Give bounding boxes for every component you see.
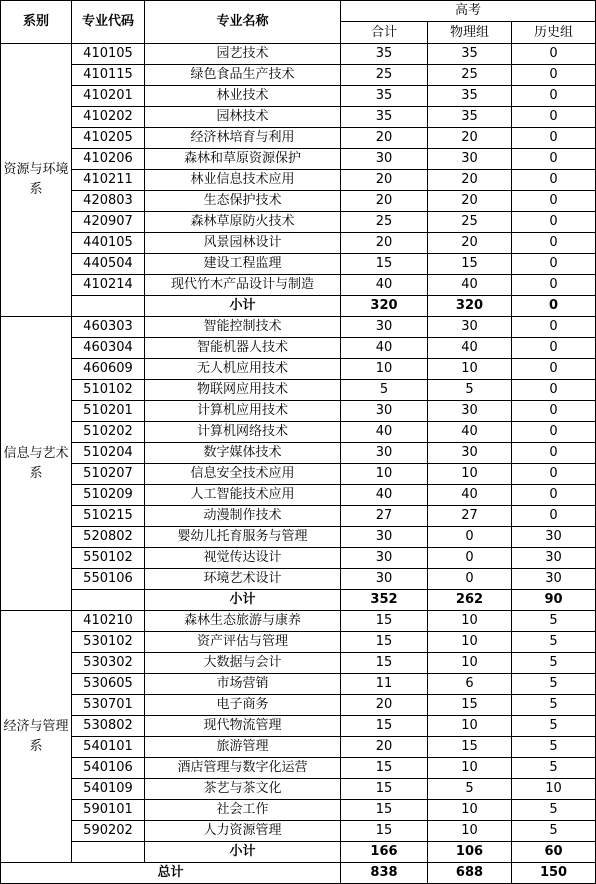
subtotal-code-empty	[72, 296, 145, 317]
cell-code: 510207	[72, 464, 145, 485]
cell-code: 410202	[72, 107, 145, 128]
cell-code: 550106	[72, 569, 145, 590]
cell-name: 大数据与会计	[145, 653, 341, 674]
subtotal-label: 小计	[145, 296, 341, 317]
table-row	[1, 65, 596, 86]
cell-history: 0	[512, 443, 596, 464]
table-row	[1, 569, 596, 590]
table-row	[1, 338, 596, 359]
cell-total: 15	[341, 800, 428, 821]
subtotal-physics: 262	[428, 590, 512, 611]
cell-history: 0	[512, 86, 596, 107]
cell-code: 590101	[72, 800, 145, 821]
subtotal-row	[1, 842, 596, 863]
cell-physics: 30	[428, 443, 512, 464]
header-dept: 系别	[1, 1, 72, 44]
cell-name: 园林技术	[145, 107, 341, 128]
subtotal-total: 166	[341, 842, 428, 863]
cell-name: 生态保护技术	[145, 191, 341, 212]
table-row	[1, 380, 596, 401]
cell-history: 0	[512, 107, 596, 128]
cell-physics: 10	[428, 632, 512, 653]
cell-total: 30	[341, 569, 428, 590]
grand-total-label: 总计	[1, 863, 341, 884]
cell-history: 5	[512, 632, 596, 653]
cell-total: 15	[341, 653, 428, 674]
cell-physics: 35	[428, 44, 512, 65]
cell-code: 530302	[72, 653, 145, 674]
cell-name: 旅游管理	[145, 737, 341, 758]
cell-physics: 25	[428, 65, 512, 86]
subtotal-history: 0	[512, 296, 596, 317]
cell-name: 计算机网络技术	[145, 422, 341, 443]
cell-code: 590202	[72, 821, 145, 842]
table-row	[1, 527, 596, 548]
cell-total: 20	[341, 695, 428, 716]
cell-name: 资产评估与管理	[145, 632, 341, 653]
cell-total: 20	[341, 737, 428, 758]
cell-total: 15	[341, 632, 428, 653]
table-row	[1, 233, 596, 254]
cell-history: 0	[512, 506, 596, 527]
cell-history: 5	[512, 821, 596, 842]
table-row	[1, 674, 596, 695]
cell-history: 30	[512, 527, 596, 548]
cell-total: 35	[341, 44, 428, 65]
cell-physics: 5	[428, 380, 512, 401]
cell-history: 5	[512, 800, 596, 821]
cell-history: 0	[512, 317, 596, 338]
cell-name: 经济林培育与利用	[145, 128, 341, 149]
cell-name: 建设工程监理	[145, 254, 341, 275]
dept-name: 信息与艺术系	[1, 317, 72, 611]
cell-physics: 10	[428, 611, 512, 632]
header-name: 专业名称	[145, 1, 341, 44]
cell-name: 视觉传达设计	[145, 548, 341, 569]
cell-physics: 30	[428, 149, 512, 170]
subtotal-code-empty	[72, 842, 145, 863]
table-row	[1, 128, 596, 149]
cell-code: 440504	[72, 254, 145, 275]
cell-history: 30	[512, 548, 596, 569]
cell-history: 0	[512, 65, 596, 86]
cell-name: 林业信息技术应用	[145, 170, 341, 191]
cell-total: 5	[341, 380, 428, 401]
cell-physics: 10	[428, 821, 512, 842]
cell-history: 0	[512, 275, 596, 296]
table-row	[1, 716, 596, 737]
cell-total: 40	[341, 275, 428, 296]
cell-name: 数字媒体技术	[145, 443, 341, 464]
cell-code: 410214	[72, 275, 145, 296]
cell-total: 35	[341, 86, 428, 107]
cell-total: 40	[341, 338, 428, 359]
cell-name: 社会工作	[145, 800, 341, 821]
table-row	[1, 632, 596, 653]
cell-physics: 10	[428, 464, 512, 485]
cell-code: 530701	[72, 695, 145, 716]
cell-name: 森林草原防火技术	[145, 212, 341, 233]
cell-name: 森林和草原资源保护	[145, 149, 341, 170]
header-gaokao: 高考	[341, 1, 596, 22]
cell-name: 绿色食品生产技术	[145, 65, 341, 86]
cell-physics: 10	[428, 359, 512, 380]
cell-total: 15	[341, 254, 428, 275]
cell-code: 510215	[72, 506, 145, 527]
cell-history: 5	[512, 737, 596, 758]
table-row	[1, 653, 596, 674]
cell-name: 现代物流管理	[145, 716, 341, 737]
cell-total: 30	[341, 443, 428, 464]
cell-name: 智能机器人技术	[145, 338, 341, 359]
cell-name: 林业技术	[145, 86, 341, 107]
cell-physics: 0	[428, 569, 512, 590]
header-history: 历史组	[512, 22, 596, 44]
table-row	[1, 275, 596, 296]
cell-history: 10	[512, 779, 596, 800]
cell-code: 440105	[72, 233, 145, 254]
cell-name: 电子商务	[145, 695, 341, 716]
cell-code: 410206	[72, 149, 145, 170]
header-code: 专业代码	[72, 1, 145, 44]
cell-name: 茶艺与茶文化	[145, 779, 341, 800]
cell-physics: 6	[428, 674, 512, 695]
cell-total: 15	[341, 716, 428, 737]
cell-history: 0	[512, 128, 596, 149]
cell-total: 10	[341, 464, 428, 485]
subtotal-history: 60	[512, 842, 596, 863]
cell-total: 30	[341, 317, 428, 338]
subtotal-physics: 320	[428, 296, 512, 317]
cell-physics: 15	[428, 254, 512, 275]
table-row	[1, 401, 596, 422]
cell-total: 40	[341, 485, 428, 506]
cell-code: 530802	[72, 716, 145, 737]
cell-history: 0	[512, 44, 596, 65]
cell-name: 婴幼儿托育服务与管理	[145, 527, 341, 548]
cell-physics: 15	[428, 695, 512, 716]
cell-history: 0	[512, 401, 596, 422]
table-row	[1, 611, 596, 632]
cell-history: 0	[512, 212, 596, 233]
table-row	[1, 443, 596, 464]
cell-physics: 10	[428, 716, 512, 737]
cell-physics: 25	[428, 212, 512, 233]
cell-name: 计算机应用技术	[145, 401, 341, 422]
cell-code: 410115	[72, 65, 145, 86]
cell-name: 物联网应用技术	[145, 380, 341, 401]
dept-name: 资源与环境系	[1, 44, 72, 317]
table-row	[1, 695, 596, 716]
cell-total: 40	[341, 422, 428, 443]
table-row	[1, 359, 596, 380]
grand-total-total: 838	[341, 863, 428, 884]
cell-code: 420803	[72, 191, 145, 212]
cell-code: 540106	[72, 758, 145, 779]
cell-code: 530605	[72, 674, 145, 695]
cell-history: 5	[512, 674, 596, 695]
table-row	[1, 758, 596, 779]
subtotal-row	[1, 590, 596, 611]
cell-physics: 30	[428, 401, 512, 422]
cell-physics: 35	[428, 107, 512, 128]
cell-physics: 40	[428, 422, 512, 443]
table-body	[1, 44, 596, 884]
cell-physics: 30	[428, 317, 512, 338]
cell-name: 无人机应用技术	[145, 359, 341, 380]
cell-code: 410211	[72, 170, 145, 191]
cell-total: 25	[341, 65, 428, 86]
cell-code: 510204	[72, 443, 145, 464]
cell-physics: 40	[428, 275, 512, 296]
cell-total: 20	[341, 170, 428, 191]
cell-history: 5	[512, 758, 596, 779]
cell-history: 0	[512, 422, 596, 443]
cell-history: 5	[512, 716, 596, 737]
cell-history: 0	[512, 338, 596, 359]
cell-physics: 20	[428, 128, 512, 149]
cell-history: 0	[512, 149, 596, 170]
cell-history: 0	[512, 359, 596, 380]
cell-total: 10	[341, 359, 428, 380]
cell-physics: 10	[428, 653, 512, 674]
cell-physics: 20	[428, 170, 512, 191]
grand-total-physics: 688	[428, 863, 512, 884]
cell-total: 15	[341, 758, 428, 779]
table-row	[1, 191, 596, 212]
cell-total: 30	[341, 149, 428, 170]
cell-code: 420907	[72, 212, 145, 233]
cell-code: 540109	[72, 779, 145, 800]
cell-total: 27	[341, 506, 428, 527]
cell-physics: 40	[428, 485, 512, 506]
cell-history: 0	[512, 233, 596, 254]
cell-history: 0	[512, 464, 596, 485]
header-total: 合计	[341, 22, 428, 44]
cell-name: 人力资源管理	[145, 821, 341, 842]
cell-total: 15	[341, 779, 428, 800]
cell-code: 410205	[72, 128, 145, 149]
cell-physics: 40	[428, 338, 512, 359]
cell-name: 人工智能技术应用	[145, 485, 341, 506]
cell-code: 550102	[72, 548, 145, 569]
subtotal-row	[1, 296, 596, 317]
cell-name: 现代竹木产品设计与制造	[145, 275, 341, 296]
cell-history: 0	[512, 485, 596, 506]
cell-total: 15	[341, 821, 428, 842]
cell-total: 11	[341, 674, 428, 695]
dept-name: 经济与管理系	[1, 611, 72, 863]
cell-name: 动漫制作技术	[145, 506, 341, 527]
cell-code: 410210	[72, 611, 145, 632]
cell-name: 市场营销	[145, 674, 341, 695]
table-row	[1, 485, 596, 506]
cell-physics: 0	[428, 548, 512, 569]
table-row	[1, 464, 596, 485]
table-row	[1, 548, 596, 569]
table-row	[1, 149, 596, 170]
cell-name: 森林生态旅游与康养	[145, 611, 341, 632]
cell-physics: 27	[428, 506, 512, 527]
cell-total: 20	[341, 191, 428, 212]
cell-total: 20	[341, 233, 428, 254]
cell-history: 0	[512, 380, 596, 401]
cell-total: 15	[341, 611, 428, 632]
cell-history: 0	[512, 170, 596, 191]
table-row	[1, 506, 596, 527]
cell-physics: 20	[428, 233, 512, 254]
cell-physics: 35	[428, 86, 512, 107]
table-row	[1, 44, 596, 65]
table-row	[1, 821, 596, 842]
table-row	[1, 107, 596, 128]
table-row	[1, 86, 596, 107]
cell-history: 0	[512, 254, 596, 275]
cell-total: 35	[341, 107, 428, 128]
table-row	[1, 317, 596, 338]
subtotal-history: 90	[512, 590, 596, 611]
cell-physics: 10	[428, 758, 512, 779]
subtotal-code-empty	[72, 590, 145, 611]
table-row	[1, 422, 596, 443]
table-header	[1, 1, 596, 44]
subtotal-label: 小计	[145, 842, 341, 863]
cell-total: 30	[341, 548, 428, 569]
cell-total: 30	[341, 401, 428, 422]
subtotal-total: 320	[341, 296, 428, 317]
table-row	[1, 737, 596, 758]
cell-name: 风景园林设计	[145, 233, 341, 254]
cell-name: 信息安全技术应用	[145, 464, 341, 485]
cell-code: 520802	[72, 527, 145, 548]
cell-code: 540101	[72, 737, 145, 758]
subtotal-label: 小计	[145, 590, 341, 611]
cell-physics: 15	[428, 737, 512, 758]
grand-total-history: 150	[512, 863, 596, 884]
cell-history: 5	[512, 653, 596, 674]
cell-code: 410105	[72, 44, 145, 65]
cell-total: 20	[341, 128, 428, 149]
cell-code: 510202	[72, 422, 145, 443]
cell-code: 510201	[72, 401, 145, 422]
cell-name: 智能控制技术	[145, 317, 341, 338]
cell-physics: 10	[428, 800, 512, 821]
cell-name: 酒店管理与数字化运营	[145, 758, 341, 779]
cell-physics: 5	[428, 779, 512, 800]
cell-name: 园艺技术	[145, 44, 341, 65]
subtotal-physics: 106	[428, 842, 512, 863]
cell-name: 环境艺术设计	[145, 569, 341, 590]
header-physics: 物理组	[428, 22, 512, 44]
table-row	[1, 170, 596, 191]
table-row	[1, 779, 596, 800]
cell-code: 530102	[72, 632, 145, 653]
cell-code: 460609	[72, 359, 145, 380]
cell-history: 5	[512, 695, 596, 716]
cell-code: 460304	[72, 338, 145, 359]
cell-physics: 20	[428, 191, 512, 212]
cell-code: 460303	[72, 317, 145, 338]
cell-code: 410201	[72, 86, 145, 107]
cell-code: 510102	[72, 380, 145, 401]
cell-total: 25	[341, 212, 428, 233]
cell-code: 510209	[72, 485, 145, 506]
cell-history: 30	[512, 569, 596, 590]
subtotal-total: 352	[341, 590, 428, 611]
cell-physics: 0	[428, 527, 512, 548]
cell-history: 0	[512, 191, 596, 212]
cell-total: 30	[341, 527, 428, 548]
table-row	[1, 212, 596, 233]
grand-total-row	[1, 863, 596, 884]
cell-history: 5	[512, 611, 596, 632]
table-row	[1, 254, 596, 275]
table-row	[1, 800, 596, 821]
